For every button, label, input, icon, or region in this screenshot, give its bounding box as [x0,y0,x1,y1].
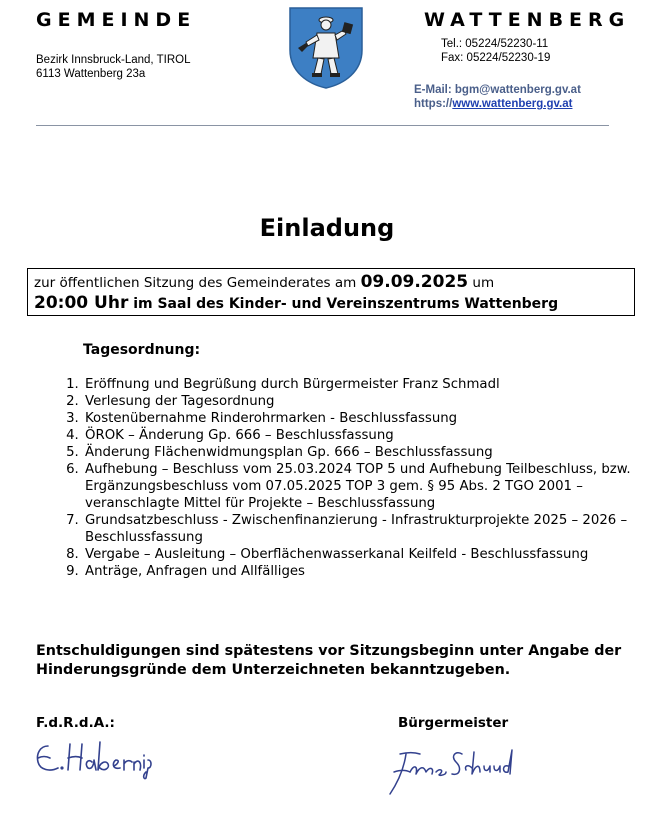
mayor-label: Bürgermeister [398,715,509,731]
agenda-item: 3. Kostenübernahme Rinderohrmarken - Beschlussfassung [83,410,660,427]
header-municipality-name: WATTENBERG [424,9,631,31]
agenda-item: 8. Vergabe – Ausleitung – Oberflächenwasserkanal Keilfeld - Beschlussfassung [83,546,660,563]
meeting-intro-line [34,273,626,293]
email-text: E-Mail: bgm@wattenberg.gv.at [414,84,581,96]
excuse-notice: Entschuldigungen sind spätestens vor Sitzungsbeginn unter Angabe der Hinderungsgründe dem Unterzeichneten bekanntzugeben. [36,643,622,678]
fax-text: Fax: 05224/52230-19 [441,52,551,64]
phone-text: Tel.: 05224/52230-11 [441,38,549,50]
intro-text: zur öffentlichen Sitzung des Gemeinderates am [34,275,357,291]
meeting-info-box [27,268,635,316]
website-link[interactable]: www.wattenberg.gv.at [452,98,573,110]
agenda-item: 7. Grundsatzbeschluss - Zwischenfinanzierung - Infrastrukturprojekte 2025 – 2026 – Beschlussfassung [83,512,660,546]
website-line [414,97,572,111]
meeting-date: 09.09.2025 [360,272,469,292]
address-text: 6113 Wattenberg 23a [36,68,146,80]
meeting-time: 20:00 Uhr [34,293,129,313]
page-title: Einladung [259,214,395,242]
agenda-item: 4. ÖROK – Änderung Gp. 666 – Beschlussfassung [83,427,660,444]
agenda-list [34,376,660,580]
coat-of-arms-logo [288,6,364,90]
website-prefix: https:// [414,98,453,110]
agenda-heading: Tagesordnung: [83,342,201,358]
agenda-item: 5. Änderung Flächenwidmungsplan Gp. 666 – Beschlussfassung [83,444,660,461]
header-municipality-word: GEMEINDE [36,9,197,31]
intro-um: um [472,275,495,291]
right-signature-image [380,742,530,798]
agenda-item: 6. Aufhebung – Beschluss vom 25.03.2024 TOP 5 und Aufhebung Teilbeschluss, bzw. Ergänzungsbeschluss vom 07.05.2025 TOP 3 gem. § 95 Abs. 2 TGO 2001 – veranschlagte Mittel für Projekte – Beschlussfassung [83,461,660,512]
district-text: Bezirk Innsbruck-Land, TIROL [36,54,191,66]
meeting-location: im Saal des Kinder- und Vereinszentrums Wattenberg [133,296,559,312]
left-signature-image [34,738,154,780]
agenda-item: 9. Anträge, Anfragen und Allfälliges [83,563,660,580]
left-signer-label: F.d.R.d.A.: [36,715,115,731]
agenda-item: 2. Verlesung der Tagesordnung [83,393,660,410]
agenda-item: 1. Eröffnung und Begrüßung durch Bürgermeister Franz Schmadl [83,376,660,393]
meeting-time-line [34,293,626,314]
header-divider [36,125,609,126]
